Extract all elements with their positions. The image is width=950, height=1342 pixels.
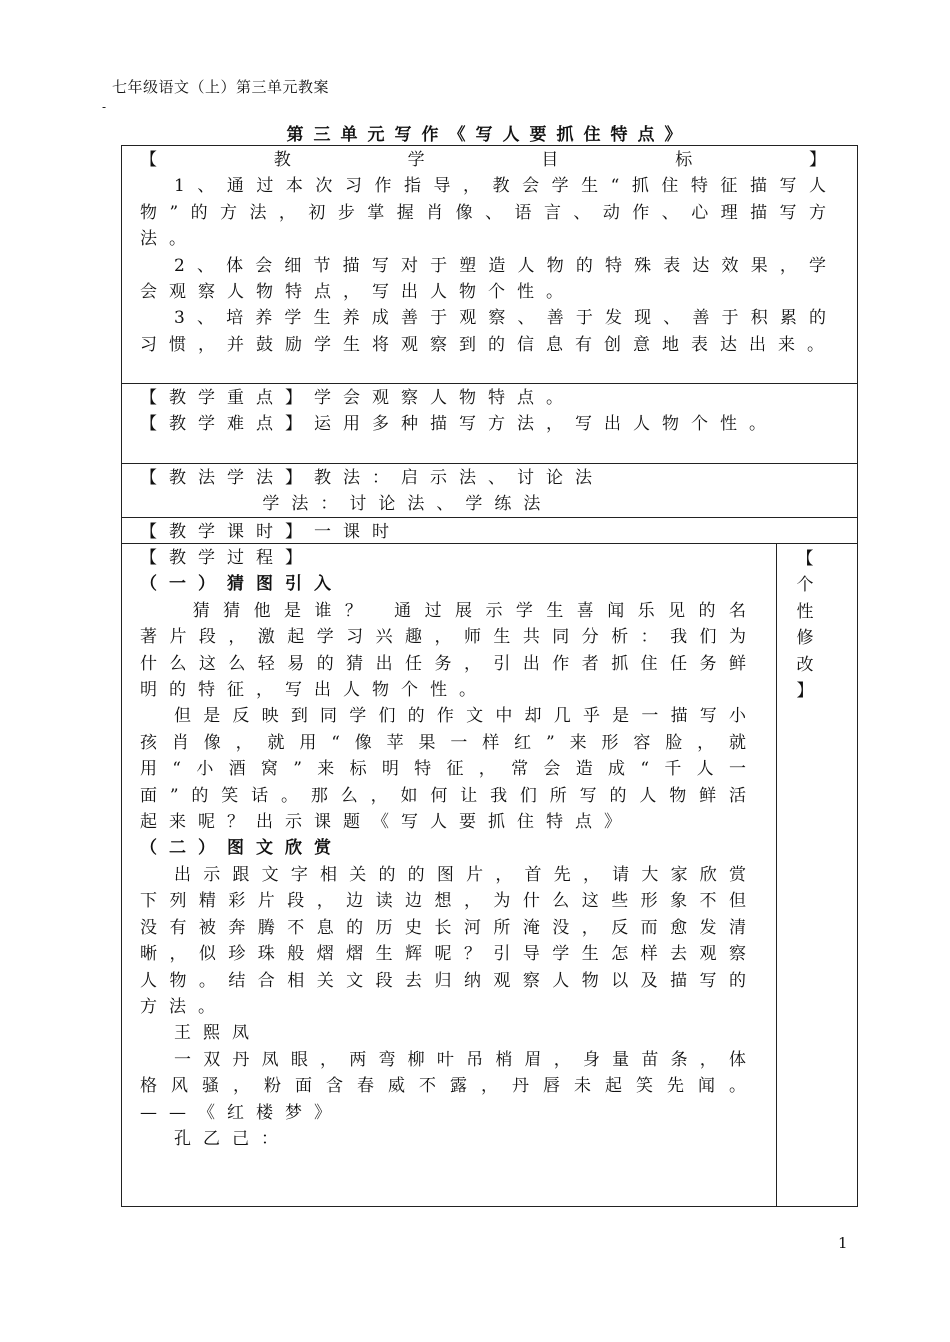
side-note-char: 】	[796, 681, 814, 702]
lesson-plan-table	[121, 145, 858, 1207]
objective-item-2: 2、体会细节描写对于塑造人物的特殊表达效果，学会观察人物特点，写出人物个性。	[140, 255, 838, 303]
document-title: 第三单元写作《写人要抓住特点》	[286, 125, 692, 145]
column-divider	[776, 544, 777, 1206]
side-note-char: 修	[796, 628, 814, 649]
methods-cell	[140, 465, 838, 518]
section-title-1: （一）猜图引入	[140, 574, 343, 595]
objectives-heading: 【教学目标】	[140, 150, 838, 170]
side-note-char: 改	[796, 654, 814, 675]
process-cell	[140, 545, 758, 1152]
process-paragraph: 出示跟文字相关的的图片，首先，请大家欣赏下列精彩片段，边读边想，为什么这些形象不但没有被奔腾不息的历史长河所淹没，反而愈发清晰，似珍珠般熠熠生辉呢？引导学生怎样去观察人物。结合相关文段去归纳观察人物以及描写的方法。	[140, 864, 758, 1017]
teaching-difficulty: 【教学难点】运用多种描写方法，写出人物个性。	[140, 414, 778, 435]
character-name: 孔乙己：	[174, 1128, 290, 1149]
side-note-char: 个	[796, 575, 814, 596]
process-heading: 【教学过程】	[140, 548, 314, 568]
objectives-cell	[140, 147, 838, 358]
side-note-char: 性	[796, 601, 814, 622]
class-hours: 【教学课时】一课时	[140, 522, 401, 542]
page-number: 1	[838, 1234, 848, 1252]
row-divider	[122, 517, 857, 518]
process-paragraph: 猜猜他是谁？ 通过展示学生喜闻乐见的名著片段，激起学习兴趣，师生共同分析：我们为什么这么轻易的猜出任务，引出作者抓住任务鲜明的特征，写出人物个性。	[140, 600, 758, 701]
teaching-focus: 【教学重点】学会观察人物特点。	[140, 388, 575, 408]
row-divider	[122, 543, 857, 544]
running-header: 七年级语文（上）第三单元教案	[112, 78, 330, 96]
process-paragraph: 一双丹凤眼，两弯柳叶吊梢眉，身量苗条，体格风骚，粉面含春威不露，丹唇未起笑先闻。——《红楼梦》	[140, 1049, 758, 1123]
character-name: 王熙凤	[174, 1023, 261, 1044]
row-divider	[122, 463, 857, 464]
key-points-cell	[140, 385, 838, 438]
section-title-2: （二）图文欣赏	[140, 838, 343, 859]
learning-method: 学法：讨论法、学练法	[262, 494, 553, 515]
objective-item-1: 1、通过本次习作指导，教会学生“抓住特征描写人物”的方法，初步掌握肖像、语言、动作、心理描写方法。	[140, 176, 838, 250]
side-note-column	[790, 546, 820, 704]
hours-cell	[140, 519, 838, 545]
row-divider	[122, 383, 857, 384]
process-paragraph: 但是反映到同学们的作文中却几乎是一描写小孩肖像，就用“像苹果一样红”来形容脸，就用“小酒窝”来标明特征，常会造成“千人一面”的笑话。那么，如何让我们所写的人物鲜活起来呢？出示课题《写人要抓住特点》	[140, 706, 758, 833]
teaching-method: 【教法学法】教法：启示法、讨论法	[140, 468, 604, 488]
header-dash: -	[102, 100, 107, 114]
objective-item-3: 3、培养学生养成善于观察、善于发现、善于积累的习惯，并鼓励学生将观察到的信息有创意地表达出来。	[140, 308, 838, 355]
side-note-char: 【	[796, 549, 814, 569]
